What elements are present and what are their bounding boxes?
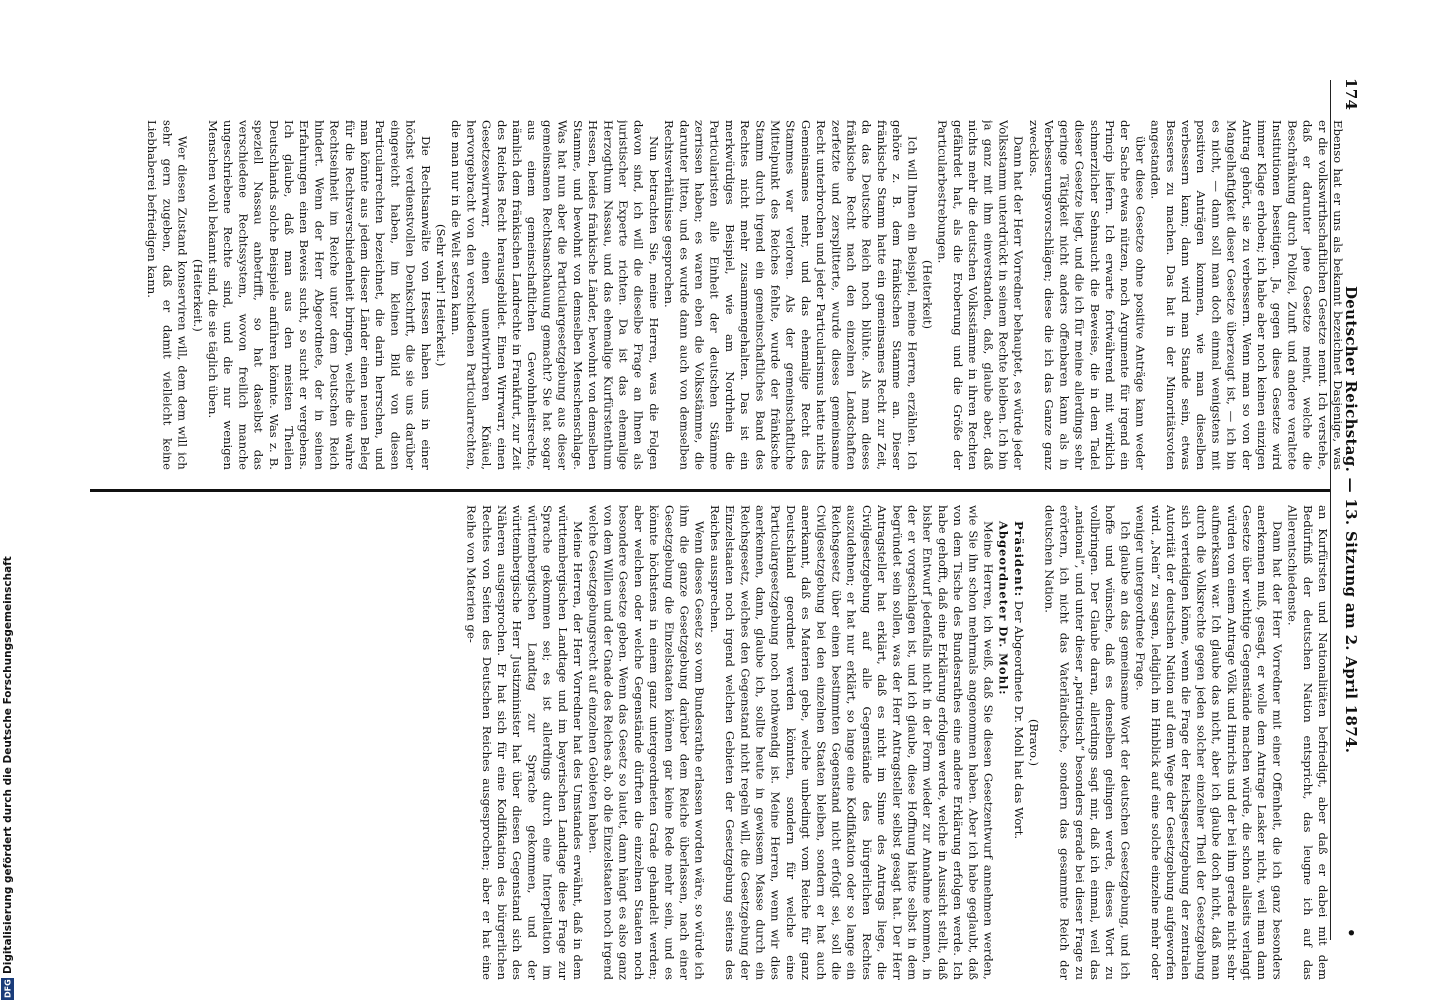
- paragraph: an Kurfürsten und Nationalitäten befriedigt, aber daß er dabei mit dem Bedürfniß der deutschen Nation entspricht, das leugne ich auf das Allerentschiedenste.: [1285, 505, 1330, 980]
- page-number: 174: [1342, 78, 1360, 111]
- speaker-paragraph: [1011, 505, 1026, 980]
- paragraph: Meine Herren, der Herr Vorredner hat des Umstandes erwähnt, daß in dem württembergischen Landtage und im bayerischen Landtage diese Frage zur Sprache gekommen sei; es ist allerdings durch eine Interpellation im württembergischen Landtag zur Sprache gekommen, und der württembergische Herr Justizminister hat über diesen Gegenstand sich des Näheren ausgesprochen. Er hat sich für eine Kodifikation des bürgerlichen Rechtes von Seiten des Deutschen Reiches ausgesprochen; aber er hat eine Reihe von Materien ge-: [464, 505, 586, 980]
- paragraph: Ich glaube an das gemeinsame Wort der deutschen Gesetzgebung, und ich hoffe und wünsche, daß es denselben gelingen werde, dieses Wort zu vollbringen. Der Glaube daran, allerdings sagt mir, daß ich einmal, weil das „national“, und unter dieser „patriotisch“ besonders gerade bei dieser Frage zu erörtern, ich nicht das Vaterländische, sondern das gesammte Reich der deutschen Nation.: [1042, 505, 1133, 980]
- paragraph: Ich will Ihnen ein Beispiel, meine Herren, erzählen. Ich gehöre z. B. dem fränkischen Stamme an. Dieser fränkische Stamm hatte ein gemeinsames Recht zur Zeit, da das Deutsche Reich noch blühte. Als man dieses fränkische Recht nach den einzelnen Landschaften zerfetzte und zersplitterte, wurde dieses gemeinsame Recht unterbrochen und jeder Particularismus hatte nichts Gemeinsames mehr, und das ehemalige Recht des Stammes war verloren. Als der gemeinschaftliche Mittelpunkt des Reiches fehlte, wurde der fränkische Stamm durch irgend ein gemeinschaftliches Band des Rechtes nicht mehr zusammengehalten. Das ist ein merkwürdiges Beispiel, wie am Nordrhein die Particularisten alle Einheit der deutschen Stämme zerrissen haben; es waren eben die Volksstämme, die darunter litten, und es wurde dann auch von demselben Rechtsverhältnisse gesprochen.: [662, 120, 920, 470]
- interjection: (Bravo.): [1027, 718, 1042, 767]
- paragraph: über diese Gesetze ohne positive Anträge kann weder der Sache etwas nützen, noch Argumente für irgend ein Princip liefern. Ich erwarte fortwährend mit wirklich schmerzlicher Sehnsucht die Beweise, die in dem Tadel dieser Gesetze liegt, und die ich für meine allerdings sehr geringe Tätigkeit nicht anders offenbaren kann als in Verbesserungsvorschlägen; diese die ich das Ganze ganz zwecklos.: [1026, 120, 1148, 470]
- digitization-caption-text: Digitalisierung gefördert durch die Deutsche Forschungsgemeinschaft: [2, 556, 14, 974]
- paragraph: Nun betrachten Sie, meine Herren, was die Folgen davon sind, ich will die dieselbe Frage an Ihnen als juristischer Experte richten. Da ist das ehemalige Herzogthum Nassau, und das ehemalige Kurfürstenthum Hessen, beides fränkische Länder, bewohnt von demselben Stamme, und bewohnt von demselben Menschenschlage. Was hat nun aber die Particulargesetzgebung aus dieser gemeinsamen Rechtsanschauung gemacht? Sie hat sogar aus einem gemeinschaftlichen Gewohnheitsrechte, nämlich dem fränkischen Landrechte in Frankfurt, zur Zeit des Reiches Recht herausgebildet. Einen Wirrwarr, einen Gesetzeswirrwarr, einen unentwirrbaren Knäuel, hervorgebracht von den verschiedenen Particularrechten, die man nur in die Welt setzen kann.: [449, 120, 661, 470]
- interjection: (Heiterkeit): [920, 260, 935, 330]
- paragraph: Die Rechtsanwälte von Hessen haben uns in einer höchst verdienstvollen Denkschrift, die sie uns darüber eingereicht haben, im kleinen Bild von diesen Particularrechten bezeichnet, die darin herrschen, und man könnte aus jedem dieser Länder einen neuen Beleg für die Rechtsverschiedenheit bringen, welche die wahre Rechtseinheit im Reiche unter dem Deutschen Reich hindert. Wenn der Herr Abgeordnete, der in seinen Erfahrungen einen Beweis sucht, so sucht er vergebens. Ich glaube, daß man aus den meisten Theilen Deutschlands solche Beispiele anführen könnte. Was z. B. speziell Nassau anbetrifft, so hat daselbst das verschiedene Rechtssystem, wovon freilich manche ungeschriebene Rechte sind, und die nur wenigen Menschen wohl bekannt sind, die sie täglich üben.: [205, 120, 433, 470]
- paragraph: Dann hat der Herr Vorredner behauptet, es würde jeder Volksstamm unterdrückt in seinem Rechte bleiben. Ich bin ja ganz mit ihm einverstanden, daß, glaube aber, daß nichts mehr die deutschen Volksstämme in ihren Rechten gefährdet hat, als die Eroberung und die Größe der Particularbestrebungen.: [935, 120, 1026, 470]
- column-divider: [90, 489, 1330, 492]
- speaker-name: Abgeordneter Dr. Mohl:: [996, 521, 1011, 696]
- corner-mark: •: [1342, 928, 1360, 938]
- paragraph: Ebenso hat er uns als bekannt bezeichnet Dasjenige, was er die volkswirthschaftlichen Gesetze nennt. Ich verstehe, daß er darunter jene Gesetze meint, welche die Beschränkung durch Polizei, Zunft und andere veraltete Institutionen beseitigen. Ja, gegen diese Gesetze wird immer Klage erhoben; ich habe aber noch keinen einzigen Antrag gehört, sie zu verbessern. Wenn man so von der Mangelhaftigkeit dieser Gesetze überzeugt ist, — ich bin es nicht, — dann soll man doch einmal wenigstens mit positiven Anträgen kommen, wie man dieselben verbessern kann; dann wird man Stande sein, etwas Besseres zu machen. Das hat in der Minoritätsvoten angestanden.: [1148, 120, 1345, 470]
- paragraph: Meine Herren, ich weiß, daß Sie diesen Gesetzentwurf annehmen werden, wie Sie ihn schon mehrmals angenommen haben. Aber ich habe geglaubt, daß von dem Tische des Bundesrathes eine andere Erklärung erfolgen werde. Ich habe gehofft, daß eine Erklärung erfolgen werde, welche in Aussicht stellt, daß bisher Entwurf jedenfalls nicht in der Form wieder zur Annahme kommen, in der er vorgeschlagen ist, und ich glaube, diese Hoffnung hätte selbst in dem begründet sein sollen, was der Herr Antragsteller selbst gesagt hat. Der Herr Antragsteller hat erklärt, daß es nicht im Sinne des Antrags liege, die Civilgesetzgebung auf alle Gegenstände des bürgerlichen Rechtes auszudehnen; er hat nur erklärt, so lange eine Kodifikation oder so lange ein Reichsgesetz über einen bestimmten Gegenstand nicht erfolgt sei, soll die Civilgesetzgebung bei den einzelnen Staaten bleiben, sondern er hat auch anerkannt, daß es Materien gebe, welche unbedingt vom Reiche für ganz Deutschland geordnet werden könnten, sondern für welche eine Particulargesetzgebung noch nothwendig ist. Meine Herren, wenn wir dies anerkennen, dann, glaube ich, sollte heute in gewissem Masse durch ein Reichsgesetz, welches den Gegenstand nicht regeln will, die Gesetzgebung der Einzelstaaten noch irgend welchen Gebieten der Gesetzgebung seitens des Reiches aussprechen.: [707, 505, 996, 980]
- dfg-logo-icon: DFG: [3, 979, 13, 999]
- speaker-name: Präsident:: [1011, 521, 1026, 598]
- running-title: Deutscher Reichstag. — 13. Sitzung am 2. April 1874.: [1342, 285, 1360, 753]
- interjection: (Heiterkeit.): [190, 258, 205, 332]
- speaker-paragraph: [996, 505, 1011, 980]
- speaker-text: Der Abgeordnete Dr. Mohl hat das Wort.: [1011, 601, 1026, 840]
- paragraph: Wer diesen Zustand konserviren will, dem dem will ich sehr gern zugeben, daß er damit vielleicht keine Liebhaberei befriedigen kann.: [145, 120, 190, 470]
- interjection: (Sehr wahr! Heiterkeit.): [434, 223, 449, 367]
- upper-text-column: [130, 120, 1345, 470]
- lower-text-column: [105, 505, 1330, 980]
- paragraph: Dann hat der Herr Vorredner mit einer Offenheit, die ich ganz besonders anerkennen muß, gesagt, er wolle dem Antrage Lasker nicht, weil man dann Gesetze über wichtige Gegenstände machen würde, die schon allseits verlangt würden von einem Antrage Völk und Hinrichs und der bei ihm gerade nicht sehr aufmerksam war. Ich glaube das nicht, aber ich glaube doch nicht, daß man durch die Volksrechte gegen jeden solcher einzelner Theil der Gesetzgebung sich verteidigen könne, wenn die Frage der Reichsgesetzgebung der zentralen Autorität der deutschen Nation auf dem Wege der Gesetzgebung aufgeworfen wird. „Nein“ zu sagen, lediglich im Hinblick auf eine solche einzelne mehr oder weniger untergeordnete Frage.: [1133, 505, 1285, 980]
- digitization-caption: [0, 0, 16, 1000]
- paragraph: Wenn dieses Gesetz so vom Bundesrathe erlassen worden wäre, so würde ich ihm die ganze Gesetzgebung darüber dem Reiche überlassen, nach einer Gesetzgebung die Einzelstaaten können gar keine Rede mehr sein, und es könnte höchstens in einem ganz untergeordneten Grade gehandelt werden; aber welchen oder welche Gegenstände dürften die einzelnen Staaten noch besondere Gesetze geben. Wenn das Gesetz so lautet, dann hängt es also ganz von dem Willen und der Gnade des Reiches ab, ob die Einzelstaaten noch irgend welche Gesetzgebungsrecht auf einzelnen Gebieten haben.: [586, 505, 707, 980]
